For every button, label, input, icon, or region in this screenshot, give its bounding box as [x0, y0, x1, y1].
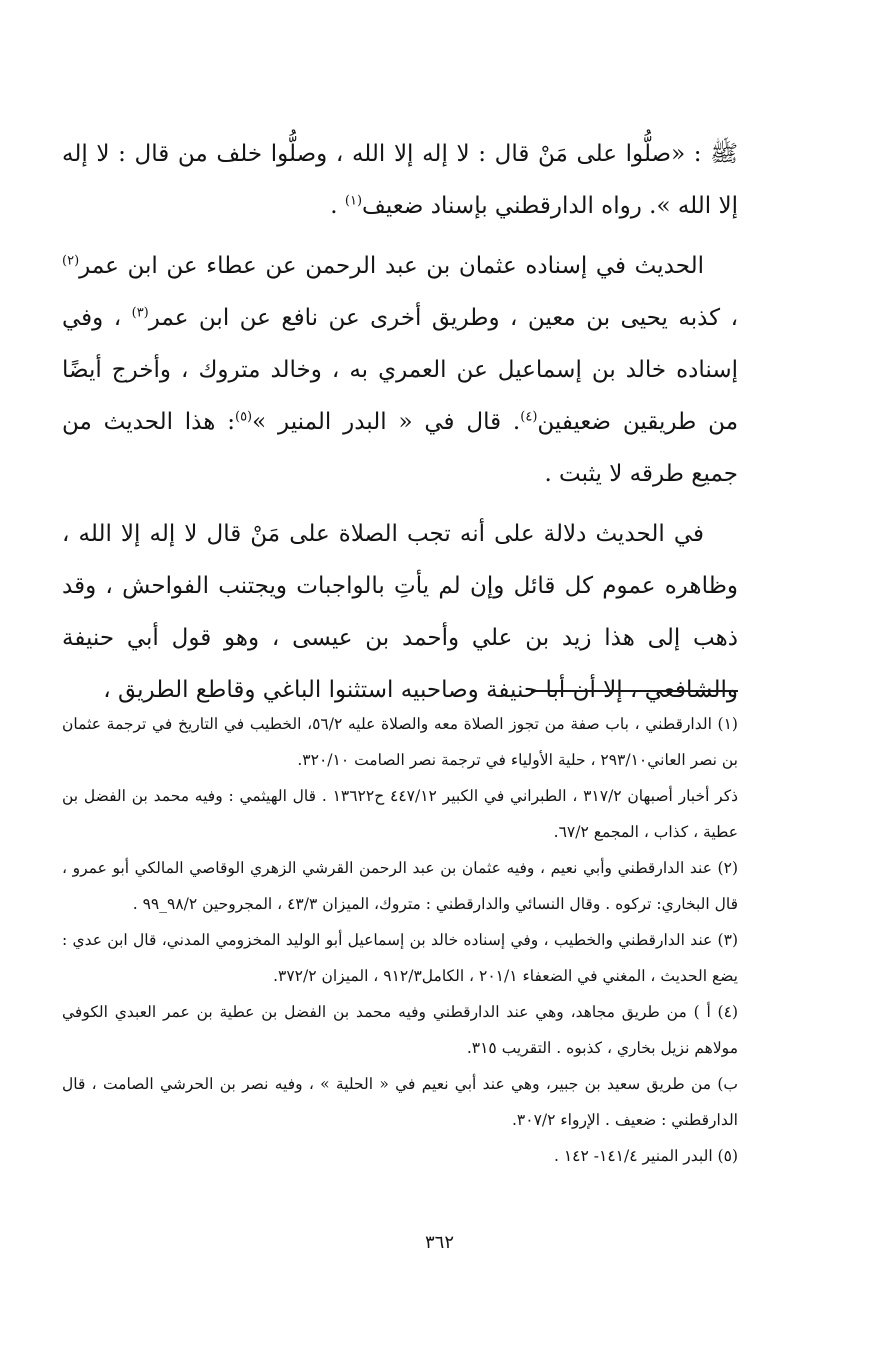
footnote-ref-2: (٢) — [62, 253, 80, 269]
paragraph-2 — [62, 240, 738, 500]
footnote-ref-4: (٤) — [520, 409, 538, 425]
paragraph-2-tail3: . قال في « البدر المنير » — [252, 409, 521, 435]
footnote-4b: ب) من طريق سعيد بن جبير، وهي عند أبي نعيم في « الحلية » ، وفيه نصر بن الحرشي الصامت ، قال الدارقطني : ضعيف . الإرواء ٣٠٧/٢. — [62, 1075, 738, 1129]
footnote-5: (٥) البدر المنير ١٤١/٤- ١٤٢ . — [554, 1147, 738, 1165]
footnote-ref-3: (٣) — [131, 305, 149, 321]
paragraph-2-tail: ، كذبه يحيى بن معين ، وطريق أخرى عن نافع عن ابن عمر — [148, 305, 738, 331]
footnotes — [62, 706, 738, 1174]
paragraph-2-text: الحديث في إسناده عثمان بن عبد الرحمن عن عطاء عن ابن عمر — [79, 253, 704, 279]
paragraph-1-tail: . — [330, 193, 345, 219]
footnote-3: (٣) عند الدارقطني والخطيب ، وفي إسناده خالد بن إسماعيل أبو الوليد المخزومي المدني، قال ابن عدي : يضع الحديث ، المغني في الضعفاء ٢٠١/١ ، الكامل٩١٢/٣ ، الميزان ٣٧٢/٢. — [62, 931, 738, 985]
paragraph-3: في الحديث دلالة على أنه تجب الصلاة على مَنْ قال لا إله إلا الله ، وظاهره عموم كل قائل وإن لم يأتِ بالواجبات ويجتنب الفواحش ، وقد ذهب إلى هذا زيد بن علي وأحمد بن عيسى ، وهو قول أبي حنيفة والشافعي ، إلا أن أبا حنيفة وصاحبيه استثنوا الباغي وقاطع الطريق ، — [62, 521, 738, 703]
footnote-1-continued: ذكر أخبار أصبهان ٣١٧/٢ ، الطبراني في الكبير ٤٤٧/١٢ ح١٣٦٢٢ . قال الهيثمي : وفيه محمد بن الفضل بن عطية ، كذاب ، المجمع ٦٧/٢. — [62, 787, 738, 841]
footnote-ref-5: (٥) — [234, 409, 253, 425]
footnote-ref-1: (١) — [344, 193, 363, 209]
paragraph-2-tail4: : هذا الحديث من جميع طرقه لا يثبت . — [62, 409, 738, 487]
footnote-4a: (٤) أ ) من طريق مجاهد، وهي عند الدارقطني وفيه محمد بن الفضل بن عطية بن عمر العبدي الكوفي مولاهم نزيل بخاري ، كذبوه . التقريب ٣١٥. — [62, 1003, 738, 1057]
paragraph-1-text: ﷺ : «صلُّوا على مَنْ قال : لا إله إلا الله ، وصلُّوا خلف من قال : لا إله إلا الله ». رواه الدارقطني بإسناد ضعيف — [62, 141, 738, 219]
footnote-2: (٢) عند الدارقطني وأبي نعيم ، وفيه عثمان بن عبد الرحمن القرشي الزهري الوقاصي المالكي أبو عمرو ، قال البخاري: تركوه . وقال النسائي والدارقطني : متروك، الميزان ٤٣/٣ ، المجروحين ٩٨/٢_٩٩ . — [62, 859, 738, 913]
paragraph-1 — [62, 128, 738, 232]
page-number: ٣٦٢ — [424, 1232, 454, 1253]
main-text — [62, 128, 738, 716]
paragraph-2-tail2: ، وفي إسناده خالد بن إسماعيل عن العمري به ، وخالد متروك ، وأخرج أيضًا من طريقين ضعيفين — [62, 305, 739, 435]
footnote-divider — [531, 690, 738, 692]
footnote-1: (١) الدارقطني ، باب صفة من تجوز الصلاة معه والصلاة عليه ٥٦/٢، الخطيب في التاريخ في ترجمة عثمان بن نصر العاني٢٩٣/١٠ ، حلية الأولياء في ترجمة نصر الصامت ٣٢٠/١٠. — [62, 715, 738, 769]
